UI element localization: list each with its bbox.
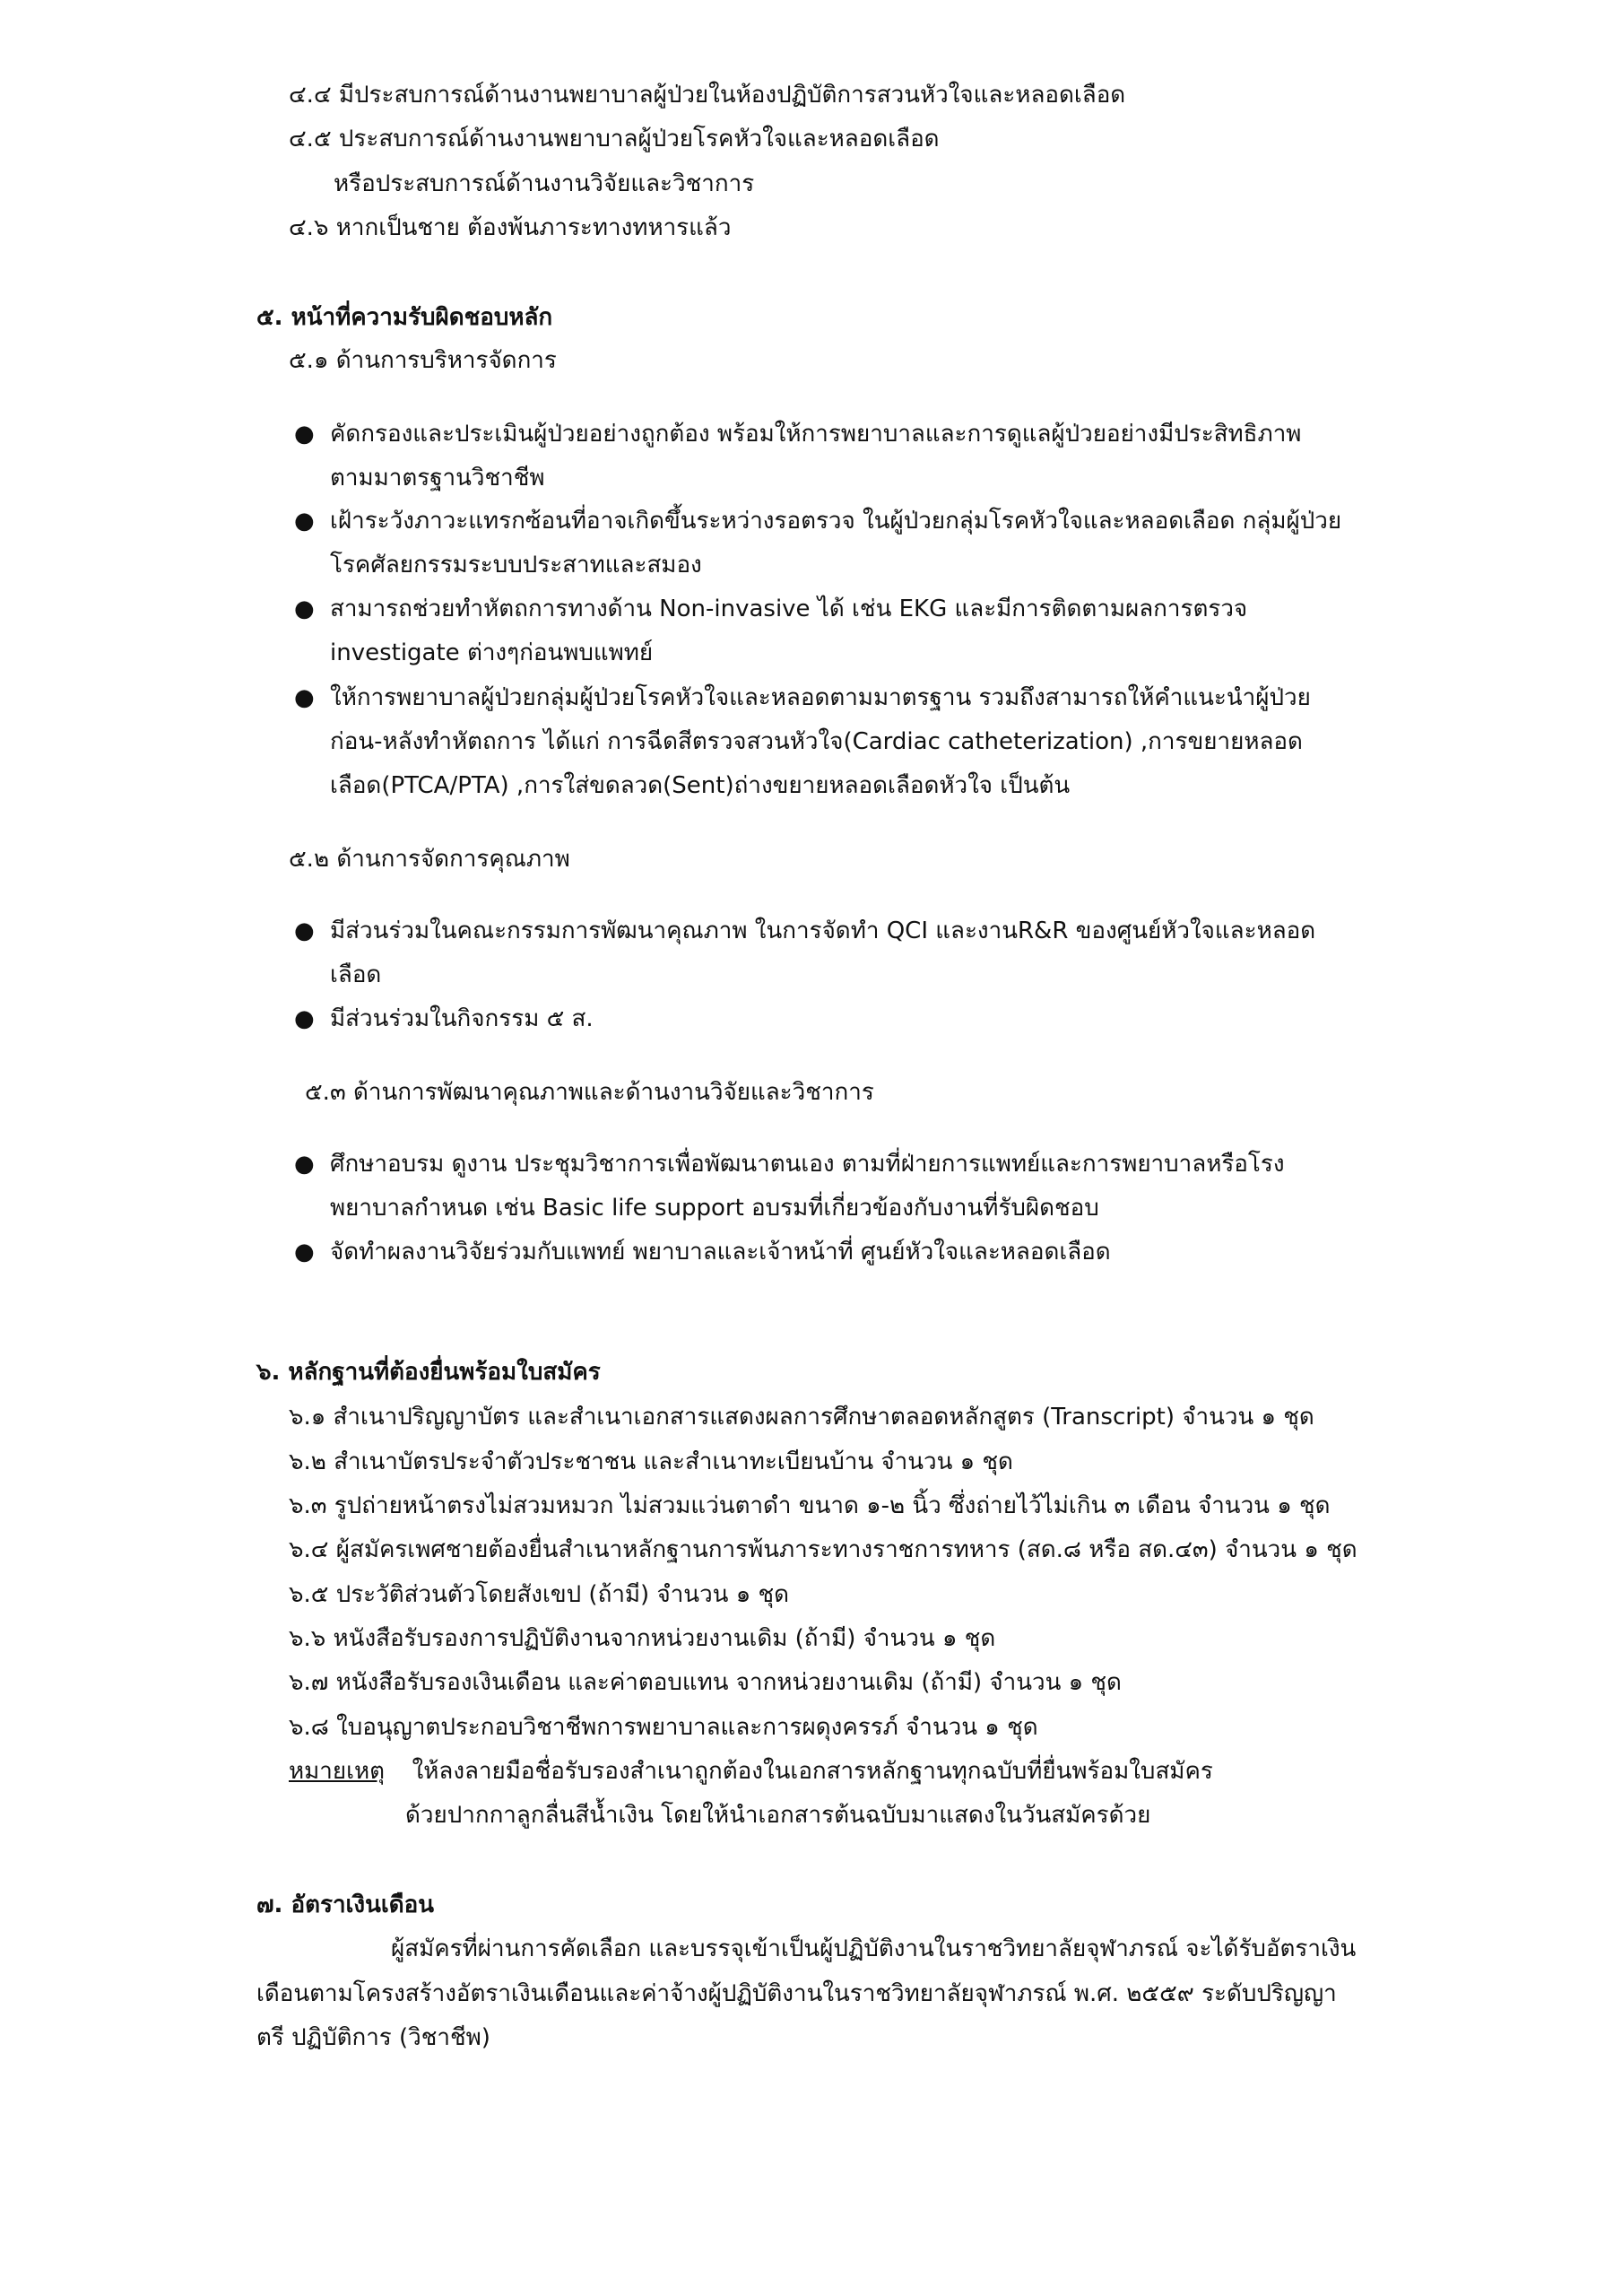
section-5-1-title: ๕.๑ ด้านการบริหารจัดการ [289,347,557,374]
qualification-4-5-cont: หรือประสบการณ์ด้านงานวิจัยและวิชาการ [334,170,755,197]
section-5-3-title: ๕.๓ ด้านการพัฒนาคุณภาพและด้านงานวิจัยและวิชาการ [305,1079,874,1106]
note-label: หมายเหตุ [289,1758,386,1785]
bullet-icon: ● [294,596,315,622]
note-line-2: ด้วยปากกาลูกลื่นสีน้ำเงิน โดยให้นำเอกสารต้นฉบับมาแสดงในวันสมัครด้วย [405,1802,1151,1829]
list-item-line: เลือด(PTCA/PTA) ,การใส่ขดลวด(Sent)ถ่างขยายหลอดเลือดหัวใจ เป็นต้น [330,772,1071,799]
note-line-1 [289,1755,1213,1787]
bullet-icon: ● [294,1239,315,1265]
qualification-4-6: ๔.๖ หากเป็นชาย ต้องพ้นภาระทางทหารแล้ว [289,214,732,241]
list-item-line: พยาบาลกำหนด เช่น Basic life support อบรมที่เกี่ยวข้องกับงานที่รับผิดชอบ [330,1195,1099,1222]
list-item [294,593,1248,669]
list-item-line: ศึกษาอบรม ดูงาน ประชุมวิชาการเพื่อพัฒนาตนเอง ตามที่ฝ่ายการแพทย์และการพยาบาลหรือโรง [330,1151,1285,1178]
list-item-line: มีส่วนร่วมในคณะกรรมการพัฒนาคุณภาพ ในการจัดทำ QCI และงานR&R ของศูนย์หัวใจและหลอด [330,918,1316,944]
evidence-item: ๖.๒ สำเนาบัตรประจำตัวประชาชน และสำเนาทะเบียนบ้าน จำนวน ๑ ชุด [289,1448,1013,1475]
list-item-line: สามารถช่วยทำหัตถการทางด้าน Non-invasive ได้ เช่น EKG และมีการติดตามผลการตรวจ [330,596,1248,622]
section-5-heading: ๕. หน้าที่ความรับผิดชอบหลัก [256,304,553,331]
list-item-line: เลือด [330,961,382,988]
qualification-4-4: ๔.๔ มีประสบการณ์ด้านงานพยาบาลผู้ป่วยในห้องปฏิบัติการสวนหัวใจและหลอดเลือด [289,82,1126,109]
salary-paragraph-line: ผู้สมัครที่ผ่านการคัดเลือก และบรรจุเข้าเป็นผู้ปฏิบัติงานในราชวิทยาลัยจุฬาภรณ์ จะได้รับอัตราเงิน [391,1935,1357,1962]
bullet-icon: ● [294,918,315,944]
evidence-item: ๖.๑ สำเนาปริญญาบัตร และสำเนาเอกสารแสดงผลการศึกษาตลอดหลักสูตร (Transcript) จำนวน ๑ ชุด [289,1404,1314,1431]
list-item [294,418,1302,494]
evidence-item: ๖.๖ หนังสือรับรองการปฏิบัติงานจากหน่วยงานเดิม (ถ้ามี) จำนวน ๑ ชุด [289,1625,996,1652]
list-item-line: มีส่วนร่วมในกิจกรรม ๕ ส. [330,1005,594,1032]
bullet-icon: ● [294,1151,315,1178]
evidence-item: ๖.๔ ผู้สมัครเพศชายต้องยื่นสำเนาหลักฐานการพ้นภาระทางราชการทหาร (สด.๘ หรือ สด.๔๓) จำนวน ๑ ชุด [289,1536,1357,1563]
list-item [294,1003,594,1035]
salary-paragraph-line: ตรี ปฏิบัติการ (วิชาชีพ) [256,2024,490,2051]
section-6-heading: ๖. หลักฐานที่ต้องยื่นพร้อมใบสมัคร [256,1359,601,1386]
list-item [294,1236,1111,1268]
list-item-line: ให้การพยาบาลผู้ป่วยกลุ่มผู้ป่วยโรคหัวใจและหลอดตามมาตรฐาน รวมถึงสามารถให้คำแนะนำผู้ป่วย [330,684,1311,711]
list-item [294,1148,1285,1224]
list-item-line: เฝ้าระวังภาวะแทรกซ้อนที่อาจเกิดขึ้นระหว่างรอตรวจ ในผู้ป่วยกลุ่มโรคหัวใจและหลอดเลือด กลุ่มผู้ป่วย [330,508,1342,535]
bullet-icon: ● [294,684,315,711]
list-item [294,505,1342,581]
note-text: ให้ลงลายมือชื่อรับรองสำเนาถูกต้องในเอกสารหลักฐานทุกฉบับที่ยื่นพร้อมใบสมัคร [412,1758,1213,1785]
bullet-icon: ● [294,508,315,535]
list-item-line: จัดทำผลงานวิจัยร่วมกับแพทย์ พยาบาลและเจ้าหน้าที่ ศูนย์หัวใจและหลอดเลือด [330,1239,1111,1265]
section-7-heading: ๗. อัตราเงินเดือน [256,1892,435,1918]
evidence-item: ๖.๗ หนังสือรับรองเงินเดือน และค่าตอบแทน จากหน่วยงานเดิม (ถ้ามี) จำนวน ๑ ชุด [289,1669,1122,1696]
list-item-line: ก่อน-หลังทำหัตถการ ได้แก่ การฉีดสีตรวจสวนหัวใจ(Cardiac catheterization) ,การขยายหลอด [330,728,1303,755]
list-item [294,682,1311,802]
list-item-line: คัดกรองและประเมินผู้ป่วยอย่างถูกต้อง พร้อมให้การพยาบาลและการดูแลผู้ป่วยอย่างมีประสิทธิภาพ [330,421,1302,448]
bullet-icon: ● [294,1005,315,1032]
bullet-icon: ● [294,421,315,448]
evidence-item: ๖.๘ ใบอนุญาตประกอบวิชาชีพการพยาบาลและการผดุงครรภ์ จำนวน ๑ ชุด [289,1714,1038,1741]
qualification-4-5: ๔.๕ ประสบการณ์ด้านงานพยาบาลผู้ป่วยโรคหัวใจและหลอดเลือด [289,126,940,152]
list-item-line: investigate ต่างๆก่อนพบแพทย์ [330,639,654,666]
salary-paragraph-line: เดือนตามโครงสร้างอัตราเงินเดือนและค่าจ้างผู้ปฏิบัติงานในราชวิทยาลัยจุฬาภรณ์ พ.ศ. ๒๕๕๙ ระดับปริญญา [256,1980,1337,2007]
evidence-item: ๖.๕ ประวัติส่วนตัวโดยสังเขป (ถ้ามี) จำนวน ๑ ชุด [289,1581,790,1608]
list-item-line: ตามมาตรฐานวิชาชีพ [330,465,545,491]
section-5-2-title: ๕.๒ ด้านการจัดการคุณภาพ [289,846,570,873]
list-item-line: โรคศัลยกรรมระบบประสาทและสมอง [330,552,702,578]
evidence-item: ๖.๓ รูปถ่ายหน้าตรงไม่สวมหมวก ไม่สวมแว่นตาดำ ขนาด ๑-๒ นิ้ว ซึ่งถ่ายไว้ไม่เกิน ๓ เดือน จำนวน ๑ ชุด [289,1492,1331,1519]
list-item [294,915,1316,991]
